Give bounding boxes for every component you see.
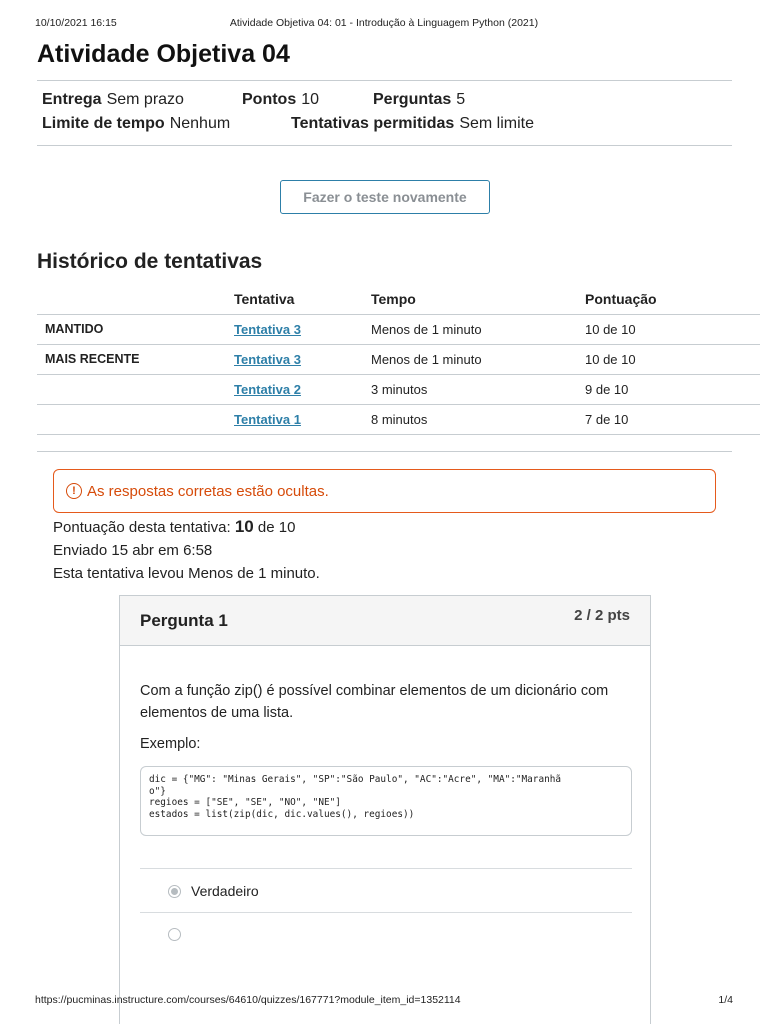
divider	[37, 80, 732, 81]
meta-pontos-value: 10	[301, 91, 320, 108]
answer-option[interactable]	[168, 928, 191, 941]
divider	[37, 451, 732, 452]
attempt-link[interactable]: Tentativa 2	[234, 381, 301, 397]
attempt-history-table	[37, 284, 760, 435]
table-header-row	[37, 284, 760, 314]
attempt-score: 10 de 10	[585, 314, 760, 344]
table-header	[37, 284, 234, 314]
attempt-score: 7 de 10	[585, 404, 760, 434]
attempt-score: 9 de 10	[585, 374, 760, 404]
attempt-time: Menos de 1 minuto	[371, 344, 585, 374]
duration-info: Esta tentativa levou Menos de 1 minuto.	[53, 565, 320, 582]
score-prefix: Pontuação desta tentativa:	[53, 519, 231, 536]
table-row	[37, 404, 760, 434]
table-row	[37, 314, 760, 344]
print-url: https://pucminas.instructure.com/courses/64610/quizzes/167771?module_item_id=1352114	[35, 994, 461, 1006]
meta-tentativas-value: Sem limite	[459, 115, 534, 132]
attempt-link[interactable]: Tentativa 1	[234, 411, 301, 427]
divider	[37, 145, 732, 146]
radio-icon[interactable]	[168, 928, 181, 941]
meta-limite-value: Nenhum	[169, 115, 231, 132]
code-block: dic = {"MG": "Minas Gerais", "SP":"São Paulo", "AC":"Acre", "MA":"Maranhã o"} regioes = ["SE", "SE", "NO", "NE"] estados = list(zip(dic, dic.values(), regioes))	[140, 766, 632, 836]
score-suffix: de 10	[257, 519, 296, 536]
retake-quiz-button[interactable]: Fazer o teste novamente	[280, 180, 490, 214]
question-card	[119, 595, 651, 1024]
meta-tentativas	[291, 115, 534, 133]
meta-limite	[42, 115, 230, 133]
answer-label: Verdadeiro	[191, 883, 259, 899]
table-header: Tentativa	[234, 284, 371, 314]
answers-hidden-alert	[53, 469, 716, 513]
attempt-status: MAIS RECENTE	[37, 344, 234, 374]
history-title: Histórico de tentativas	[37, 250, 263, 273]
meta-limite-label: Limite de tempo	[42, 115, 165, 132]
table-header: Tempo	[371, 284, 585, 314]
question-points: 2 / 2 pts	[574, 607, 630, 624]
print-page-number: 1/4	[718, 994, 733, 1006]
table-header: Pontuação	[585, 284, 760, 314]
meta-entrega-value: Sem prazo	[106, 91, 184, 108]
table-row	[37, 374, 760, 404]
answer-divider	[140, 868, 632, 869]
print-datetime: 10/10/2021 16:15	[35, 17, 117, 29]
table-row	[37, 344, 760, 374]
attempt-time: 3 minutos	[371, 374, 585, 404]
attempt-time: 8 minutos	[371, 404, 585, 434]
meta-perguntas-label: Perguntas	[373, 91, 452, 108]
meta-entrega-label: Entrega	[42, 91, 102, 108]
attempt-score-line	[53, 517, 295, 537]
meta-tentativas-label: Tentativas permitidas	[291, 115, 455, 132]
attempt-status: MANTIDO	[37, 314, 234, 344]
warning-icon: !	[66, 483, 82, 499]
meta-perguntas-value: 5	[456, 91, 466, 108]
attempt-status	[37, 374, 234, 404]
question-text: Com a função zip() é possível combinar elementos de um dicionário com elementos de uma lista.	[140, 683, 609, 721]
answer-divider	[140, 912, 632, 913]
meta-pontos-label: Pontos	[242, 91, 297, 108]
attempt-time: Menos de 1 minuto	[371, 314, 585, 344]
attempt-score: 10 de 10	[585, 344, 760, 374]
score-value: 10	[234, 517, 254, 536]
radio-selected-icon[interactable]	[168, 885, 181, 898]
meta-perguntas	[373, 91, 465, 109]
meta-pontos	[242, 91, 319, 109]
question-title: Pergunta 1	[140, 611, 228, 630]
attempt-link[interactable]: Tentativa 3	[234, 351, 301, 367]
alert-text: As respostas corretas estão ocultas.	[87, 482, 329, 500]
page-title: Atividade Objetiva 04	[37, 40, 290, 68]
submitted-info: Enviado 15 abr em 6:58	[53, 542, 213, 559]
attempt-status	[37, 404, 234, 434]
print-doc-title: Atividade Objetiva 04: 01 - Introdução à Linguagem Python (2021)	[229, 17, 539, 29]
attempt-link[interactable]: Tentativa 3	[234, 321, 301, 337]
question-header	[120, 596, 650, 646]
example-label: Exemplo:	[140, 736, 201, 752]
answer-option[interactable]	[168, 883, 259, 899]
meta-entrega	[42, 91, 184, 109]
